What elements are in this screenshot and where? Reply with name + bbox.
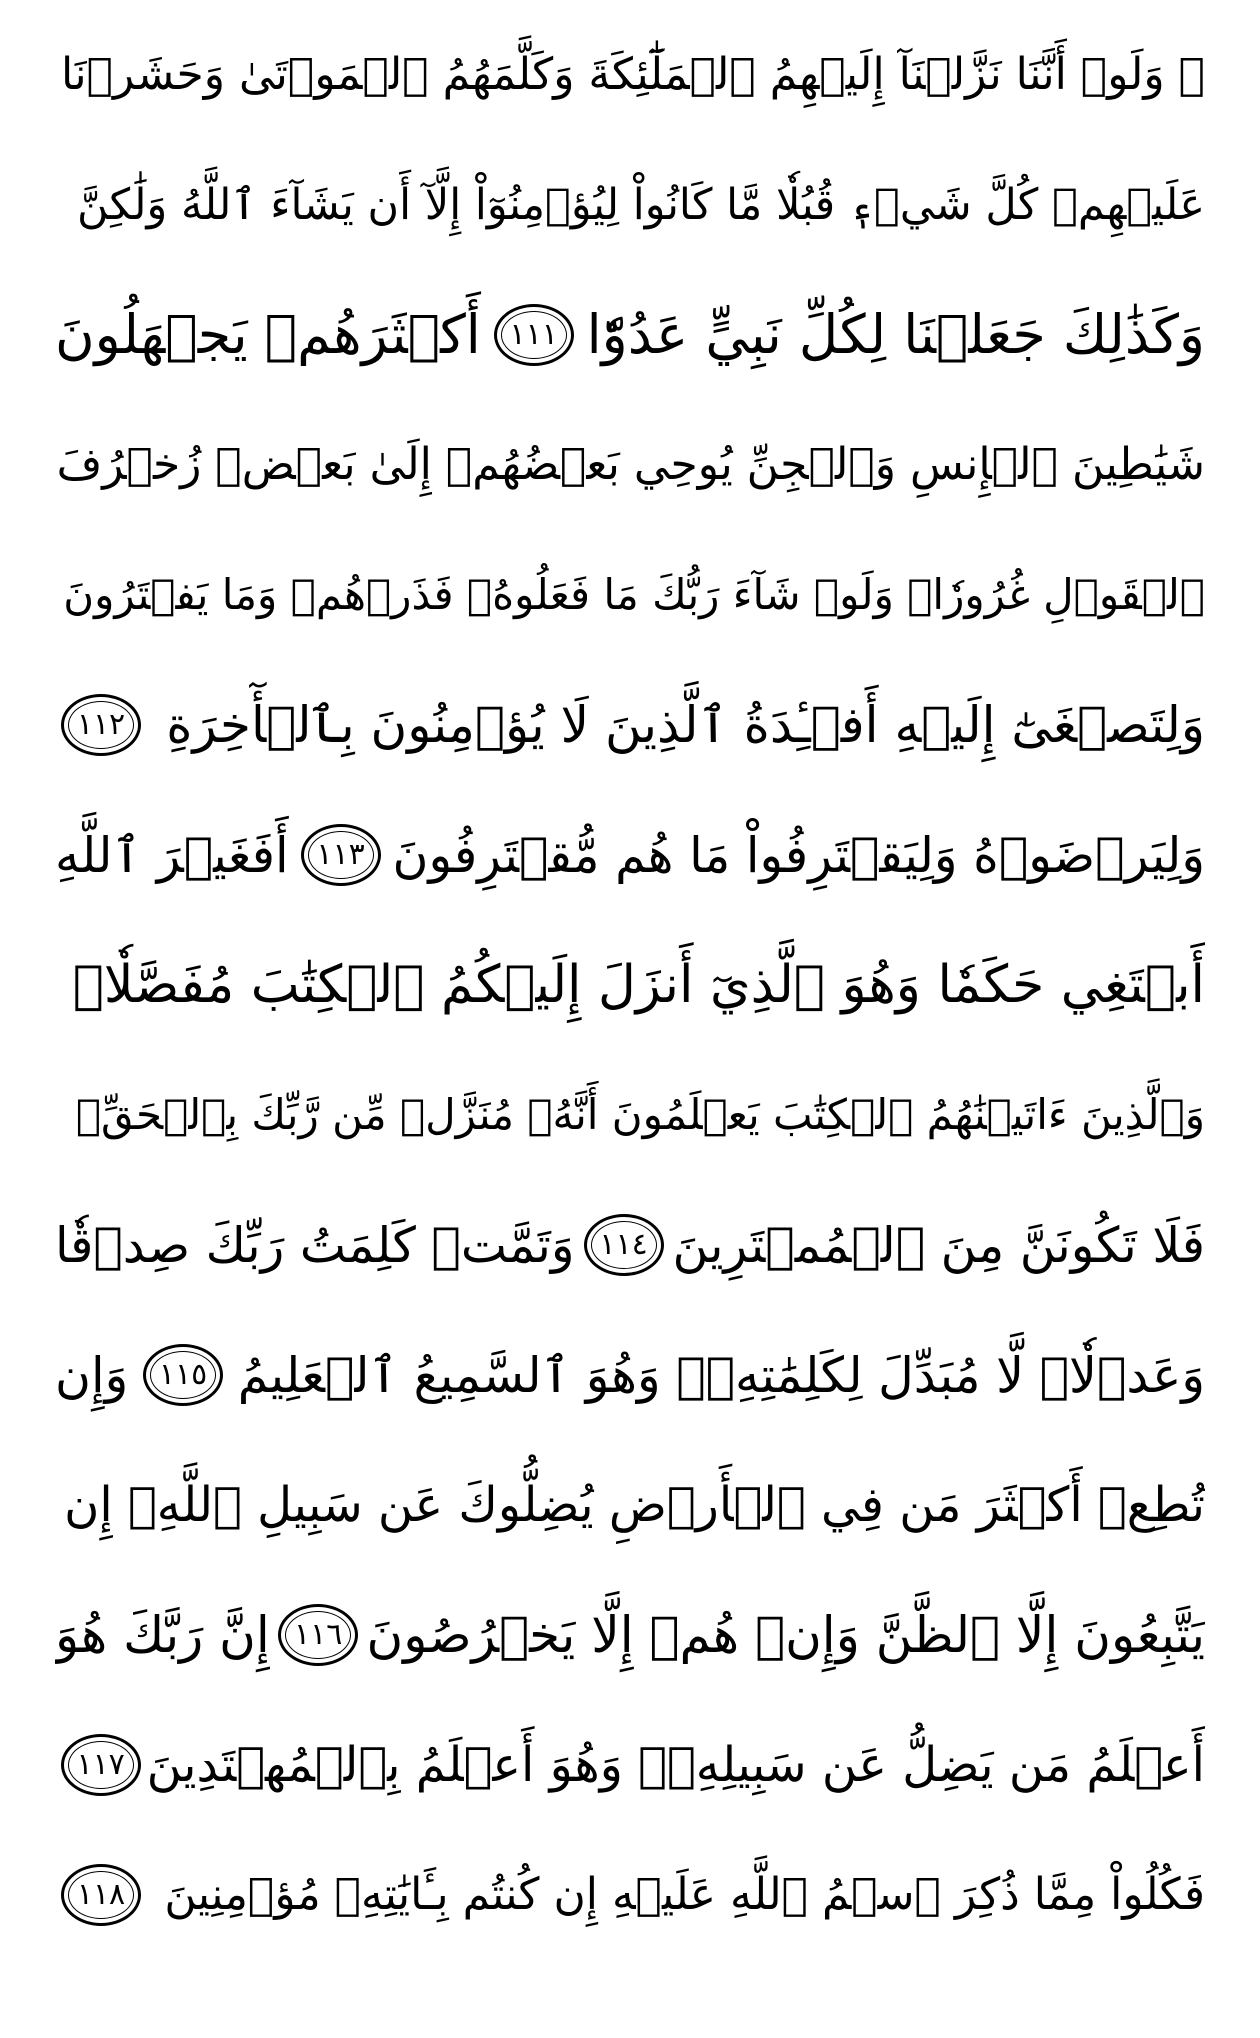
verse-text: عَلَيۡهِمۡ كُلَّ شَيۡءٖ قُبُلٗا مَّا كَانُواْ لِيُؤۡمِنُوٓاْ إِلَّآ أَن يَشَآءَ ٱللَّهُ وَلَٰكِنَّ [76,179,1205,230]
verse-line-11 [55,1320,1205,1430]
verse-line-3 [55,280,1205,390]
verse-text: يَتَّبِعُونَ إِلَّا ٱلظَّنَّ وَإِنۡ هُمۡ إِلَّا يَخۡرُصُونَ [366,1606,1205,1664]
verse-text: فَكُلُواْ مِمَّا ذُكِرَ ٱسۡمُ ٱللَّهِ عَلَيۡهِ إِن كُنتُم بِـَٔايَٰتِهِۦ مُؤۡمِنِينَ [164,1869,1205,1920]
verse-text: وَتَمَّتۡ كَلِمَتُ رَبِّكَ صِدۡقٗا [55,1216,575,1274]
verse-text: وَكَذَٰلِكَ جَعَلۡنَا لِكُلِّ نَبِيٍّ عَدُوّٗا [586,303,1205,366]
ayah-number-marker: ١١٤ [584,1214,664,1276]
ayah-number-marker: ١١٢ [61,694,141,756]
verse-line-15 [55,1840,1205,1950]
verse-text: ٱلۡقَوۡلِ غُرُورٗاۚ وَلَوۡ شَآءَ رَبُّكَ مَا فَعَلُوهُۖ فَذَرۡهُمۡ وَمَا يَفۡتَرُونَ [63,570,1205,619]
verse-line-2 [55,150,1205,260]
verse-line-9 [55,1060,1205,1170]
verse-text: أَبۡتَغِي حَكَمٗا وَهُوَ ٱلَّذِيٓ أَنزَلَ إِلَيۡكُمُ ٱلۡكِتَٰبَ مُفَصَّلٗاۚ [72,955,1205,1015]
ayah-number-marker: ١١٥ [143,1344,223,1406]
verse-text: وَلِيَرۡضَوۡهُ وَلِيَقۡتَرِفُواْ مَا هُم مُّقۡتَرِفُونَ [392,826,1205,884]
verse-text: وَإِن [55,1346,129,1404]
verse-line-8 [55,930,1205,1040]
verse-text: إِنَّ رَبَّكَ هُوَ [55,1606,270,1664]
verse-line-7 [55,800,1205,910]
ayah-number-marker: ١١٣ [301,824,381,886]
verse-line-5 [55,540,1205,650]
verse-line-6 [55,670,1205,780]
verse-text: شَيَٰطِينَ ٱلۡإِنسِ وَٱلۡجِنِّ يُوحِي بَعۡضُهُمۡ إِلَىٰ بَعۡضٖ زُخۡرُفَ [56,439,1205,490]
ayah-number-marker: ١١١ [494,304,574,366]
verse-text: أَعۡلَمُ مَن يَضِلُّ عَن سَبِيلِهِۦۖ وَهُوَ أَعۡلَمُ بِٱلۡمُهۡتَدِينَ [146,1737,1205,1793]
verse-text: وَٱلَّذِينَ ءَاتَيۡنَٰهُمُ ٱلۡكِتَٰبَ يَعۡلَمُونَ أَنَّهُۥ مُنَزَّلٞ مِّن رَّبِّكَ بِٱلۡحَقِّۖ [75,1090,1205,1139]
verse-text: أَفَغَيۡرَ ٱللَّهِ [55,826,289,884]
verse-text: وَعَدۡلٗاۚ لَّا مُبَدِّلَ لِكَلِمَٰتِهِۦۚ وَهُوَ ٱلسَّمِيعُ ٱلۡعَلِيمُ [237,1346,1205,1404]
verse-text: فَلَا تَكُونَنَّ مِنَ ٱلۡمُمۡتَرِينَ [672,1216,1205,1274]
verse-line-4 [55,410,1205,520]
verse-line-10 [55,1190,1205,1300]
verse-text: أَكۡثَرَهُمۡ يَجۡهَلُونَ [55,303,481,366]
verse-text: وَلِتَصۡغَىٰٓ إِلَيۡهِ أَفۡـِٔدَةُ ٱلَّذِينَ لَا يُؤۡمِنُونَ بِٱلۡأٓخِرَةِ [166,696,1205,754]
ayah-number-marker: ١١٧ [61,1734,141,1796]
ayah-number-marker: ١١٨ [61,1864,141,1926]
verse-line-1 [55,20,1205,130]
verse-text: تُطِعۡ أَكۡثَرَ مَن فِي ٱلۡأَرۡضِ يُضِلُّوكَ عَن سَبِيلِ ٱللَّهِۚ إِن [64,1477,1205,1533]
verse-line-14 [55,1710,1205,1820]
verse-text: ۞ وَلَوۡ أَنَّنَا نَزَّلۡنَآ إِلَيۡهِمُ ٱلۡمَلَٰٓئِكَةَ وَكَلَّمَهُمُ ٱلۡمَوۡتَىٰ وَحَشَرۡنَا [60,49,1205,100]
ayah-number-marker: ١١٦ [278,1604,358,1666]
verse-line-12 [55,1450,1205,1560]
verse-line-13 [55,1580,1205,1690]
